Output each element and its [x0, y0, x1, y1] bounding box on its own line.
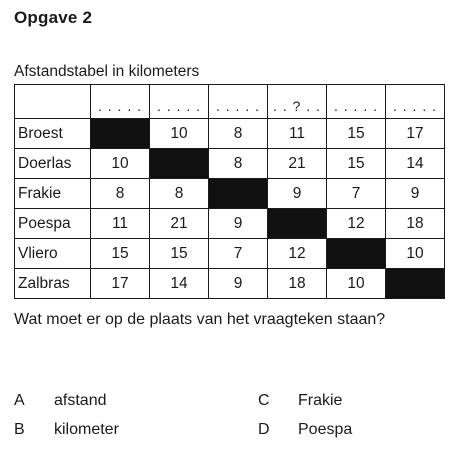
option-a [14, 392, 106, 410]
distance-cell: 18 [268, 269, 327, 299]
distance-cell: 7 [209, 239, 268, 269]
blank-diagonal-cell [150, 149, 209, 179]
option-d [258, 421, 352, 439]
distance-cell: 9 [209, 269, 268, 299]
column-header: . . . . . [150, 85, 209, 119]
option-text: Frakie [298, 392, 343, 409]
table-row [15, 149, 445, 179]
distance-cell: 17 [386, 119, 445, 149]
table-row [15, 239, 445, 269]
distance-cell: 11 [268, 119, 327, 149]
row-header-doerlas: Doerlas [15, 149, 91, 179]
distance-cell: 17 [91, 269, 150, 299]
distance-cell: 11 [91, 209, 150, 239]
blank-diagonal-cell [386, 269, 445, 299]
table-caption: Afstandstabel in kilometers [14, 63, 200, 80]
distance-cell: 14 [150, 269, 209, 299]
distance-cell: 12 [268, 239, 327, 269]
table-header-row [15, 85, 445, 119]
distance-cell: 15 [150, 239, 209, 269]
distance-cell: 8 [209, 149, 268, 179]
distance-cell: 10 [327, 269, 386, 299]
distance-cell: 9 [386, 179, 445, 209]
option-text: Poespa [298, 421, 353, 438]
distance-cell: 10 [91, 149, 150, 179]
option-letter: A [14, 392, 25, 409]
distance-cell: 10 [150, 119, 209, 149]
row-header-vliero: Vliero [15, 239, 91, 269]
row-header-broest: Broest [15, 119, 91, 149]
option-b [14, 421, 119, 439]
column-header: . . . . . [209, 85, 268, 119]
distance-cell: 10 [386, 239, 445, 269]
distance-cell: 15 [327, 149, 386, 179]
distance-table [14, 84, 445, 299]
column-header-question: . . ? . . [268, 85, 327, 119]
table-row [15, 119, 445, 149]
blank-diagonal-cell [209, 179, 268, 209]
row-header-zalbras: Zalbras [15, 269, 91, 299]
option-letter: B [14, 421, 25, 438]
question-text: Wat moet er op de plaats van het vraagteken staan? [14, 311, 386, 328]
distance-cell: 8 [150, 179, 209, 209]
table-row [15, 179, 445, 209]
blank-diagonal-cell [268, 209, 327, 239]
distance-cell: 12 [327, 209, 386, 239]
column-header: . . . . . [386, 85, 445, 119]
distance-cell: 21 [268, 149, 327, 179]
distance-cell: 18 [386, 209, 445, 239]
distance-cell: 15 [91, 239, 150, 269]
option-letter: C [258, 392, 270, 409]
column-header: . . . . . [91, 85, 150, 119]
table-row [15, 209, 445, 239]
distance-cell: 7 [327, 179, 386, 209]
option-letter: D [258, 421, 270, 438]
blank-diagonal-cell [327, 239, 386, 269]
distance-cell: 8 [91, 179, 150, 209]
table-row [15, 269, 445, 299]
row-header-frakie: Frakie [15, 179, 91, 209]
distance-cell: 8 [209, 119, 268, 149]
distance-cell: 9 [209, 209, 268, 239]
distance-cell: 9 [268, 179, 327, 209]
column-header: . . . . . [327, 85, 386, 119]
option-c [258, 392, 342, 410]
corner-cell [15, 85, 91, 119]
distance-cell: 14 [386, 149, 445, 179]
option-text: kilometer [54, 421, 119, 438]
exercise-title: Opgave 2 [14, 8, 93, 27]
distance-cell: 15 [327, 119, 386, 149]
blank-diagonal-cell [91, 119, 150, 149]
row-header-poespa: Poespa [15, 209, 91, 239]
option-text: afstand [54, 392, 107, 409]
distance-cell: 21 [150, 209, 209, 239]
